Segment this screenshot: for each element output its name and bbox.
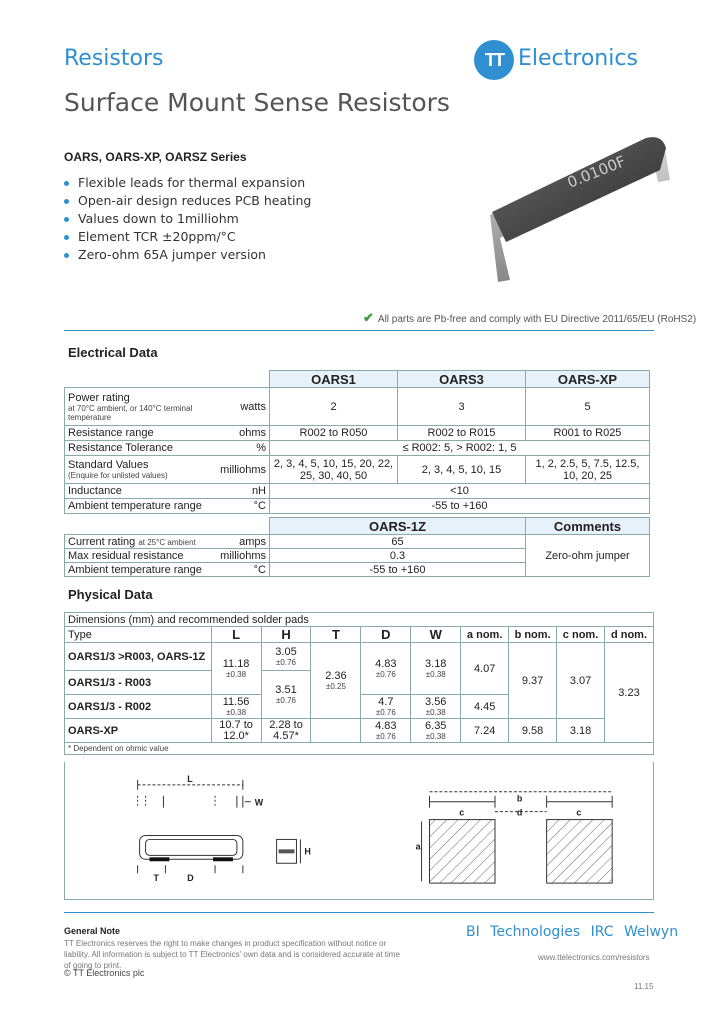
col-header: a nom. — [461, 627, 509, 643]
cell: 4.07 — [461, 643, 509, 695]
type-cell: OARS-XP — [65, 719, 212, 743]
row-label: Resistance Tolerance — [65, 441, 218, 456]
cell: 2, 3, 4, 5, 10, 15 — [398, 456, 526, 484]
product-photo — [470, 120, 680, 300]
comment-cell: Zero-ohm jumper — [526, 535, 650, 577]
row-unit: °C — [214, 563, 270, 577]
row-label: Ambient temperature range — [65, 499, 218, 514]
category-heading: Resistors — [64, 46, 164, 71]
cell: R002 to R015 — [398, 426, 526, 441]
cell: 3.07 — [557, 643, 605, 719]
tolerance: ±0.38 — [226, 708, 247, 717]
cell: <10 — [270, 484, 650, 499]
row-sublabel: at 70°C ambient, or 140°C terminal temperature — [68, 403, 193, 422]
rohs-text: All parts are Pb-free and comply with EU Directive 2011/65/EU (RoHS2) — [377, 314, 697, 325]
col-header: c nom. — [557, 627, 605, 643]
row-unit: nH — [217, 484, 269, 499]
cell: 1, 2, 2.5, 5, 7.5, 12.5, 10, 20, 25 — [526, 456, 650, 484]
general-note-title: General Note — [64, 926, 121, 936]
cell: 2.28 to 4.57* — [261, 719, 311, 743]
cell: R001 to R025 — [526, 426, 650, 441]
dimension-drawing — [64, 762, 654, 900]
col-header: L — [211, 627, 261, 643]
col-header: Comments — [526, 518, 650, 535]
dim-label-c: c — [576, 807, 582, 818]
row-sublabel: at 25°C ambient — [138, 537, 196, 547]
cell: 3.05 — [275, 646, 297, 658]
dim-label-b: b — [516, 793, 523, 804]
issue-date: 11.15 — [634, 982, 654, 991]
row-label: Power rating — [68, 391, 130, 404]
tolerance: ±0.76 — [276, 696, 296, 705]
row-label: Inductance — [65, 484, 218, 499]
divider — [64, 912, 654, 913]
tolerance: ±0.38 — [425, 670, 446, 679]
feature-item: Zero-ohm 65A jumper version — [64, 247, 311, 265]
cell: 3.18 — [425, 658, 447, 670]
feature-item: Open-air design reduces PCB heating — [64, 193, 311, 211]
cell: 4.7 — [378, 696, 394, 708]
feature-item: Element TCR ±20ppm/°C — [64, 229, 311, 247]
col-header: d nom. — [605, 627, 654, 643]
footnote: * Dependent on ohmic value — [65, 743, 654, 755]
brand-names: BI Technologies IRC Welwyn — [466, 924, 679, 940]
col-header: OARS1 — [270, 371, 398, 388]
tolerance: ±0.76 — [375, 732, 396, 741]
cell: 2 — [270, 388, 398, 426]
website-link[interactable]: www.ttelectronics.com/resistors — [538, 953, 650, 962]
cell: 4.83 — [375, 720, 397, 732]
cell: 0.3 — [270, 549, 526, 563]
tolerance: ±0.38 — [425, 708, 446, 717]
cell: -55 to +160 — [270, 499, 650, 514]
tolerance: ±0.76 — [276, 658, 296, 667]
cell: -55 to +160 — [270, 563, 526, 577]
col-header: D — [361, 627, 411, 643]
type-cell: OARS1/3 - R003 — [65, 671, 212, 695]
row-unit: % — [217, 441, 269, 456]
logo-text: Electronics — [518, 46, 638, 71]
cell: ≤ R002: 5, > R002: 1, 5 — [270, 441, 650, 456]
col-header: b nom. — [509, 627, 557, 643]
copyright: © TT Electronics plc — [64, 968, 145, 978]
physical-table — [64, 612, 654, 755]
type-cell: OARS1/3 - R002 — [65, 695, 212, 719]
electrical-heading: Electrical Data — [68, 345, 158, 360]
col-header: OARS3 — [398, 371, 526, 388]
col-header: Type — [65, 627, 212, 643]
product-marking: 0.0100F — [564, 152, 629, 192]
row-unit: °C — [217, 499, 269, 514]
series-label: OARS, OARS-XP, OARSZ Series — [64, 150, 247, 164]
cell: 11.18 — [222, 658, 250, 670]
table-caption: Dimensions (mm) and recommended solder pads — [65, 613, 654, 627]
tolerance: ±0.76 — [375, 708, 396, 717]
feature-list — [64, 175, 311, 265]
dim-label-a: a — [415, 841, 421, 852]
row-unit: ohms — [217, 426, 269, 441]
tt-electronics-logo — [474, 40, 664, 80]
row-label: Standard Values — [68, 459, 149, 471]
row-label: Ambient temperature range — [65, 563, 214, 577]
cell: 4.45 — [461, 695, 509, 719]
cell: 65 — [270, 535, 526, 549]
dim-label-H: H — [304, 846, 311, 857]
zero-ohm-table — [64, 517, 650, 577]
row-unit: amps — [214, 535, 270, 549]
row-sublabel: (Enquire for unlisted values) — [68, 471, 168, 480]
dim-label-d: d — [516, 807, 523, 818]
tolerance: ±0.25 — [325, 682, 346, 691]
cell: 7.24 — [461, 719, 509, 743]
dim-label-c: c — [459, 807, 465, 818]
cell: 4.83 — [375, 658, 397, 670]
row-unit: milliohms — [217, 456, 269, 484]
feature-item: Values down to 1milliohm — [64, 211, 311, 229]
dim-label-D: D — [187, 873, 194, 884]
cell: 2, 3, 4, 5, 10, 15, 20, 22, 25, 30, 40, 50 — [270, 456, 398, 484]
page-title: Surface Mount Sense Resistors — [64, 88, 450, 117]
feature-item: Flexible leads for thermal expansion — [64, 175, 311, 193]
tolerance: ±0.38 — [226, 670, 247, 679]
cell: 3.23 — [605, 643, 654, 743]
cell: 6.35 — [425, 720, 447, 732]
cell: 10.7 to 12.0* — [211, 719, 261, 743]
tt-logo-icon: TT — [474, 40, 514, 80]
dim-label-T: T — [153, 873, 159, 884]
cell: 9.58 — [509, 719, 557, 743]
dim-label-W: W — [254, 797, 264, 808]
divider — [64, 330, 654, 331]
col-header: H — [261, 627, 311, 643]
cell: 5 — [526, 388, 650, 426]
cell: 3 — [398, 388, 526, 426]
col-header: W — [411, 627, 461, 643]
cell: 3.51 — [275, 684, 297, 696]
dim-label-L: L — [187, 773, 193, 784]
type-cell: OARS1/3 >R003, OARS-1Z — [65, 643, 212, 671]
cell: R002 to R050 — [270, 426, 398, 441]
rohs-check-icon: ✔ — [363, 310, 374, 325]
row-label: Resistance range — [65, 426, 218, 441]
col-header: OARS-1Z — [270, 518, 526, 535]
cell: 9.37 — [509, 643, 557, 719]
cell: 3.56 — [425, 696, 447, 708]
cell: 2.36 — [325, 670, 347, 682]
tolerance: ±0.38 — [425, 732, 446, 741]
cell: 3.18 — [557, 719, 605, 743]
tolerance: ±0.76 — [375, 670, 396, 679]
row-label: Current rating — [68, 535, 136, 548]
row-unit: milliohms — [214, 549, 270, 563]
row-label: Max residual resistance — [65, 549, 214, 563]
rohs-notice — [363, 310, 696, 326]
cell: 11.56 — [222, 696, 250, 708]
electrical-table — [64, 370, 650, 514]
col-header: OARS-XP — [526, 371, 650, 388]
physical-heading: Physical Data — [68, 587, 153, 602]
row-unit: watts — [217, 388, 269, 426]
general-note-text: TT Electronics reserves the right to make changes in product specification without notice or liability. All information is subject to TT Electronics' own data and is considered accurate at time of going to print. — [64, 939, 400, 970]
col-header: T — [311, 627, 361, 643]
